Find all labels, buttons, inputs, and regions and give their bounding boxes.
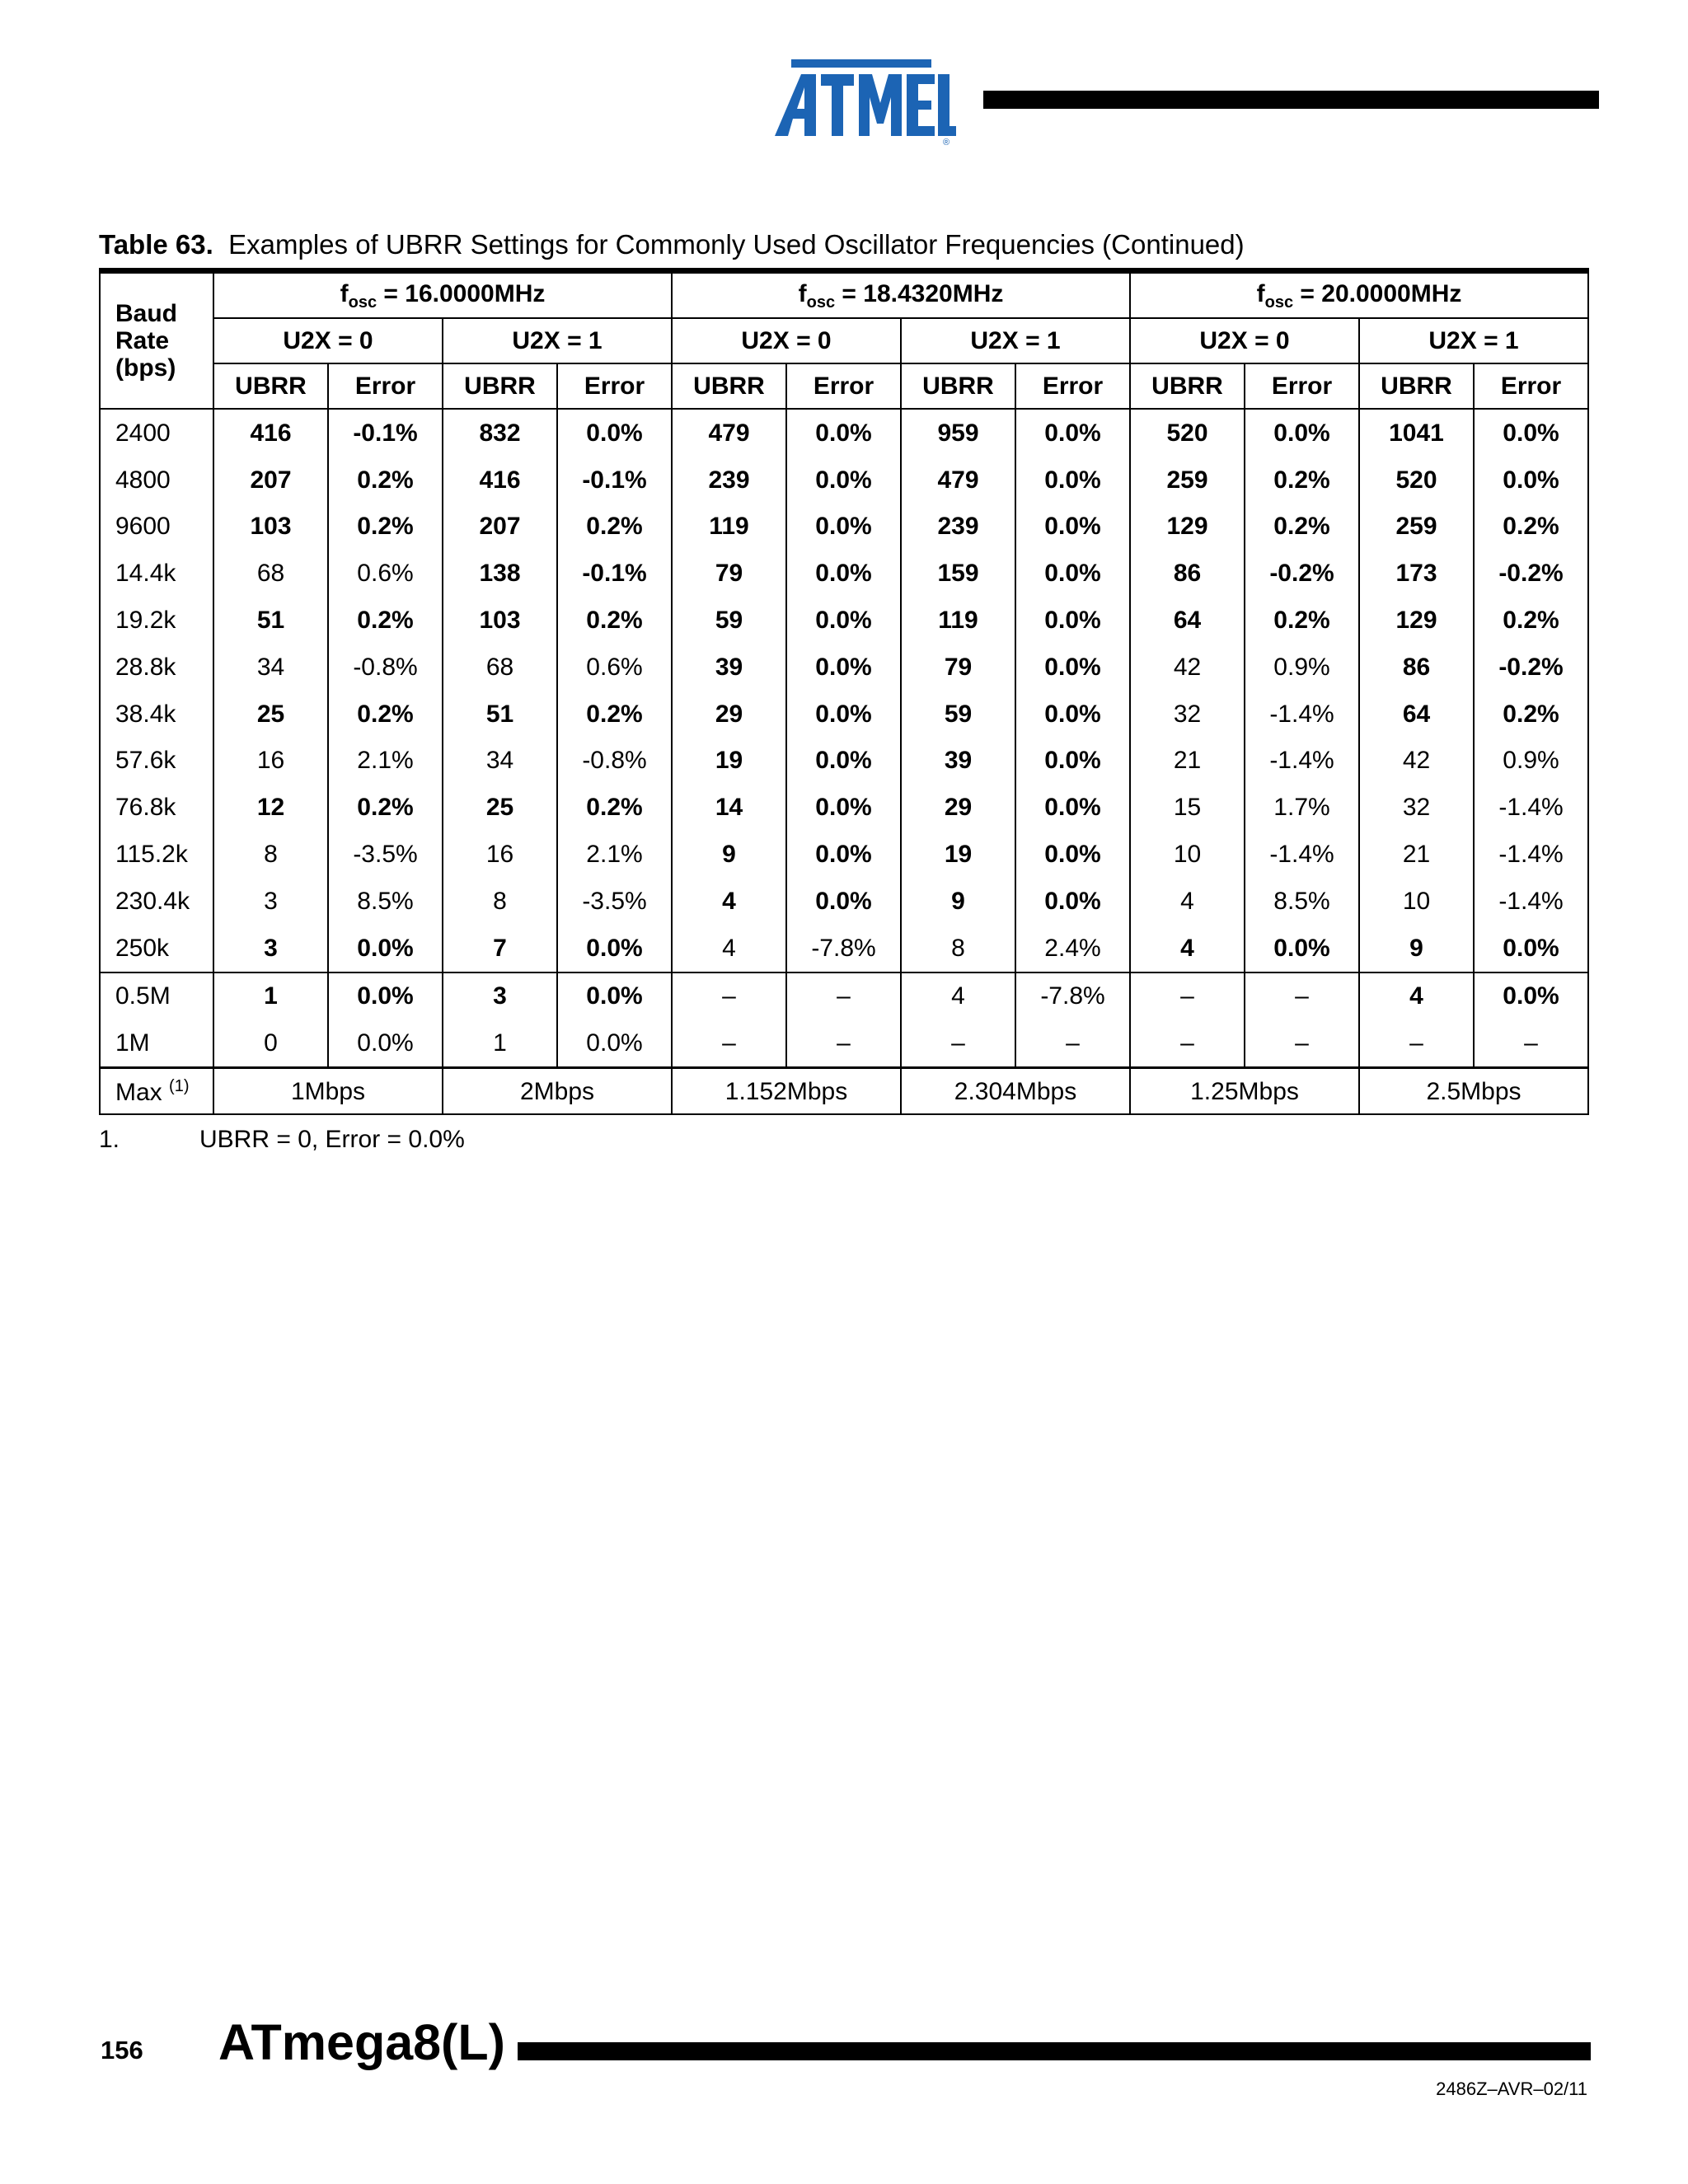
error-cell: 0.0% <box>786 831 901 878</box>
error-cell: 0.0% <box>1015 550 1130 597</box>
max-label: Max $^{(1)}$ <box>100 1068 213 1115</box>
footnote <box>99 1126 465 1154</box>
max-value: 1.25Mbps <box>1130 1068 1359 1115</box>
ubrr-cell: 416 <box>443 457 557 504</box>
ubrr-col-header: UBRR <box>213 363 328 409</box>
baud-rate-cell: 38.4k <box>100 691 213 738</box>
table-row <box>100 925 1588 972</box>
table-row <box>100 409 1588 457</box>
error-col-header: Error <box>328 363 443 409</box>
u2x-header: U2X = 1 <box>443 318 672 363</box>
error-cell: 0.0% <box>557 925 672 972</box>
ubrr-cell: 34 <box>443 738 557 785</box>
baud-rate-cell: 28.8k <box>100 644 213 691</box>
table-title: Examples of UBRR Settings for Commonly Used Oscillator Frequencies (Continued) <box>228 229 1245 260</box>
ubrr-cell: 520 <box>1359 457 1474 504</box>
error-cell: -1.4% <box>1474 878 1588 925</box>
ubrr-cell: 68 <box>213 550 328 597</box>
ubrr-cell: 79 <box>672 550 786 597</box>
baud-rate-cell: 1M <box>100 1019 213 1067</box>
error-cell: 0.0% <box>1015 597 1130 644</box>
max-value: 2.304Mbps <box>901 1068 1130 1115</box>
baud-rate-cell: 230.4k <box>100 878 213 925</box>
error-col-header: Error <box>557 363 672 409</box>
error-cell: 0.9% <box>1474 738 1588 785</box>
ubrr-cell: 79 <box>901 644 1015 691</box>
error-cell: -7.8% <box>786 925 901 972</box>
document-code: 2486Z–AVR–02/11 <box>1436 2079 1587 2099</box>
footnote-number: 1. <box>99 1126 120 1153</box>
ubrr-cell: 7 <box>443 925 557 972</box>
ubrr-cell: 59 <box>901 691 1015 738</box>
ubrr-cell: 42 <box>1130 644 1245 691</box>
error-cell: 0.0% <box>786 457 901 504</box>
u2x-header: U2X = 0 <box>213 318 443 363</box>
error-cell: 0.0% <box>786 550 901 597</box>
footer-rule <box>518 2042 1591 2060</box>
error-cell: 2.1% <box>557 831 672 878</box>
error-cell: -1.4% <box>1245 738 1359 785</box>
table-row <box>100 457 1588 504</box>
ubrr-cell: 51 <box>443 691 557 738</box>
ubrr-cell: – <box>672 1019 786 1067</box>
ubrr-cell: 0 <box>213 1019 328 1067</box>
ubrr-cell: 4 <box>1130 925 1245 972</box>
ubrr-cell: 59 <box>672 597 786 644</box>
error-cell: 0.0% <box>786 738 901 785</box>
baud-rows-standard <box>100 409 1588 972</box>
error-cell: 0.0% <box>328 925 443 972</box>
table-row <box>100 550 1588 597</box>
ubrr-cell: 12 <box>213 784 328 831</box>
ubrr-cell: 239 <box>672 457 786 504</box>
baud-rate-cell: 0.5M <box>100 972 213 1020</box>
baud-rate-cell: 57.6k <box>100 738 213 785</box>
ubrr-col-header: UBRR <box>1359 363 1474 409</box>
ubrr-cell: 173 <box>1359 550 1474 597</box>
ubrr-cell: 16 <box>213 738 328 785</box>
ubrr-cell: 479 <box>901 457 1015 504</box>
baud-rows-high <box>100 972 1588 1068</box>
error-cell: 0.2% <box>328 504 443 551</box>
error-cell: 0.0% <box>786 784 901 831</box>
u2x-header: U2X = 1 <box>901 318 1130 363</box>
ubrr-cell: 103 <box>443 597 557 644</box>
error-cell: 0.0% <box>786 504 901 551</box>
atmel-logo <box>775 58 956 147</box>
ubrr-cell: 479 <box>672 409 786 457</box>
ubrr-cell: 19 <box>672 738 786 785</box>
error-cell: 0.6% <box>328 550 443 597</box>
ubrr-cell: 39 <box>672 644 786 691</box>
error-cell: -0.2% <box>1474 644 1588 691</box>
table-row <box>100 644 1588 691</box>
max-value: 2.5Mbps <box>1359 1068 1588 1115</box>
error-cell: – <box>1015 1019 1130 1067</box>
ubrr-cell: 1041 <box>1359 409 1474 457</box>
baud-rate-cell: 14.4k <box>100 550 213 597</box>
error-cell: 0.0% <box>1015 878 1130 925</box>
error-cell: -1.4% <box>1245 691 1359 738</box>
ubrr-cell: 4 <box>672 925 786 972</box>
error-cell: – <box>1245 1019 1359 1067</box>
table-row <box>100 878 1588 925</box>
error-cell: 0.0% <box>1015 644 1130 691</box>
error-cell: 0.0% <box>1015 457 1130 504</box>
ubrr-cell: 42 <box>1359 738 1474 785</box>
error-cell: 0.2% <box>557 504 672 551</box>
table-row <box>100 504 1588 551</box>
error-cell: 0.0% <box>1015 831 1130 878</box>
error-cell: 0.0% <box>1474 925 1588 972</box>
ubrr-cell: 1 <box>213 972 328 1020</box>
registered-mark: ® <box>943 138 950 147</box>
error-cell: 1.7% <box>1245 784 1359 831</box>
ubrr-cell: 119 <box>672 504 786 551</box>
error-cell: 0.2% <box>1245 504 1359 551</box>
error-cell: – <box>786 1019 901 1067</box>
ubrr-cell: 14 <box>672 784 786 831</box>
error-cell: 0.0% <box>557 409 672 457</box>
baud-rate-cell: 115.2k <box>100 831 213 878</box>
error-col-header: Error <box>786 363 901 409</box>
table-row <box>100 1019 1588 1067</box>
ubrr-cell: 239 <box>901 504 1015 551</box>
u2x-header: U2X = 1 <box>1359 318 1588 363</box>
ubrr-cell: 4 <box>1359 972 1474 1020</box>
ubrr-cell: 10 <box>1130 831 1245 878</box>
ubrr-cell: 32 <box>1359 784 1474 831</box>
error-cell: 0.0% <box>786 691 901 738</box>
ubrr-cell: 16 <box>443 831 557 878</box>
baud-rate-cell: 4800 <box>100 457 213 504</box>
ubrr-cell: 129 <box>1130 504 1245 551</box>
error-cell: 0.0% <box>557 1019 672 1067</box>
ubrr-cell: 138 <box>443 550 557 597</box>
error-cell: -1.4% <box>1474 831 1588 878</box>
ubrr-cell: 8 <box>443 878 557 925</box>
ubrr-cell: 159 <box>901 550 1015 597</box>
table-number: Table 63. <box>99 229 213 260</box>
baud-rate-cell: 9600 <box>100 504 213 551</box>
ubrr-cell: 103 <box>213 504 328 551</box>
error-cell: 0.2% <box>557 691 672 738</box>
ubrr-cell: – <box>1130 1019 1245 1067</box>
ubrr-cell: – <box>672 972 786 1020</box>
error-cell: -3.5% <box>557 878 672 925</box>
error-cell: – <box>786 972 901 1020</box>
ubrr-cell: 9 <box>1359 925 1474 972</box>
error-cell: 0.2% <box>1245 597 1359 644</box>
ubrr-cell: 51 <box>213 597 328 644</box>
error-cell: -0.8% <box>328 644 443 691</box>
error-cell: -1.4% <box>1245 831 1359 878</box>
ubrr-col-header: UBRR <box>901 363 1015 409</box>
table-row <box>100 691 1588 738</box>
ubrr-cell: 10 <box>1359 878 1474 925</box>
ubrr-col-header: UBRR <box>1130 363 1245 409</box>
osc-header-18mhz: $f_{osc} = 18.4320MHz$ <box>672 271 1130 319</box>
ubrr-cell: 3 <box>213 878 328 925</box>
max-value: 2Mbps <box>443 1068 672 1115</box>
ubrr-cell: 207 <box>443 504 557 551</box>
error-cell: -1.4% <box>1474 784 1588 831</box>
error-cell: 0.2% <box>328 691 443 738</box>
ubrr-cell: 32 <box>1130 691 1245 738</box>
error-cell: 0.2% <box>328 457 443 504</box>
ubrr-cell: 4 <box>901 972 1015 1020</box>
error-col-header: Error <box>1245 363 1359 409</box>
table-row <box>100 784 1588 831</box>
ubrr-cell: 64 <box>1359 691 1474 738</box>
ubrr-cell: 86 <box>1359 644 1474 691</box>
table-row <box>100 597 1588 644</box>
u2x-header: U2X = 0 <box>1130 318 1359 363</box>
error-cell: – <box>1474 1019 1588 1067</box>
ubrr-cell: 34 <box>213 644 328 691</box>
ubrr-cell: 9 <box>901 878 1015 925</box>
error-cell: -0.2% <box>1245 550 1359 597</box>
error-cell: 0.0% <box>786 878 901 925</box>
error-cell: 8.5% <box>328 878 443 925</box>
ubrr-cell: 4 <box>672 878 786 925</box>
ubrr-cell: 129 <box>1359 597 1474 644</box>
ubrr-cell: 19 <box>901 831 1015 878</box>
error-cell: 0.2% <box>328 784 443 831</box>
error-cell: 0.0% <box>1015 784 1130 831</box>
ubrr-cell: 21 <box>1359 831 1474 878</box>
ubrr-col-header: UBRR <box>672 363 786 409</box>
ubrr-cell: 86 <box>1130 550 1245 597</box>
ubrr-cell: 8 <box>213 831 328 878</box>
ubrr-cell: 207 <box>213 457 328 504</box>
error-cell: 0.0% <box>1474 409 1588 457</box>
error-cell: 2.1% <box>328 738 443 785</box>
ubrr-cell: 25 <box>213 691 328 738</box>
ubrr-cell: 15 <box>1130 784 1245 831</box>
ubrr-cell: 416 <box>213 409 328 457</box>
error-cell: 0.2% <box>1474 504 1588 551</box>
ubrr-cell: 29 <box>672 691 786 738</box>
table-caption <box>99 229 1245 260</box>
max-value: 1Mbps <box>213 1068 443 1115</box>
ubrr-cell: 259 <box>1130 457 1245 504</box>
ubrr-cell: 68 <box>443 644 557 691</box>
header-rule <box>983 91 1599 109</box>
osc-header-20mhz: $f_{osc} = 20.0000MHz$ <box>1130 271 1588 319</box>
error-cell: -7.8% <box>1015 972 1130 1020</box>
ubrr-cell: 832 <box>443 409 557 457</box>
table-row <box>100 738 1588 785</box>
baud-rate-cell: 2400 <box>100 409 213 457</box>
error-cell: 0.2% <box>328 597 443 644</box>
error-cell: -0.8% <box>557 738 672 785</box>
ubrr-cell: 959 <box>901 409 1015 457</box>
error-cell: 0.0% <box>328 1019 443 1067</box>
baud-rate-header: Baud Rate (bps) <box>100 271 213 410</box>
error-cell: 0.0% <box>1015 691 1130 738</box>
ubrr-cell: – <box>1359 1019 1474 1067</box>
error-cell: 0.0% <box>1474 457 1588 504</box>
error-col-header: Error <box>1015 363 1130 409</box>
ubrr-cell: 119 <box>901 597 1015 644</box>
error-cell: 0.2% <box>557 784 672 831</box>
table-row <box>100 972 1588 1020</box>
ubrr-col-header: UBRR <box>443 363 557 409</box>
error-cell: -0.2% <box>1474 550 1588 597</box>
page-number: 156 <box>101 2036 143 2064</box>
error-cell: 0.0% <box>1015 409 1130 457</box>
baud-rate-cell: 76.8k <box>100 784 213 831</box>
max-value: 1.152Mbps <box>672 1068 901 1115</box>
error-cell: 0.0% <box>786 644 901 691</box>
error-col-header: Error <box>1474 363 1588 409</box>
error-cell: -0.1% <box>328 409 443 457</box>
footnote-ref: (1) <box>169 1076 190 1095</box>
error-cell: 0.6% <box>557 644 672 691</box>
error-cell: 0.0% <box>328 972 443 1020</box>
error-cell: 0.2% <box>1474 691 1588 738</box>
error-cell: – <box>1245 972 1359 1020</box>
error-cell: 0.2% <box>1474 597 1588 644</box>
ubrr-cell: 3 <box>443 972 557 1020</box>
baud-rate-cell: 250k <box>100 925 213 972</box>
max-row <box>100 1068 1588 1115</box>
error-cell: 0.0% <box>1245 925 1359 972</box>
footnote-text: UBRR = 0, Error = 0.0% <box>199 1126 465 1153</box>
ubrr-cell: 4 <box>1130 878 1245 925</box>
error-cell: 0.0% <box>1015 738 1130 785</box>
error-cell: -3.5% <box>328 831 443 878</box>
error-cell: 0.2% <box>557 597 672 644</box>
baud-rate-cell: 19.2k <box>100 597 213 644</box>
ubrr-cell: – <box>1130 972 1245 1020</box>
ubrr-cell: 39 <box>901 738 1015 785</box>
table-row <box>100 831 1588 878</box>
error-cell: 0.0% <box>1245 409 1359 457</box>
u2x-header: U2X = 0 <box>672 318 901 363</box>
osc-header-16mhz: $f_{osc} = 16.0000MHz$ <box>213 271 672 319</box>
ubrr-cell: 8 <box>901 925 1015 972</box>
ubrr-cell: 259 <box>1359 504 1474 551</box>
error-cell: 0.0% <box>1015 504 1130 551</box>
error-cell: -0.1% <box>557 457 672 504</box>
ubrr-cell: 21 <box>1130 738 1245 785</box>
max-row-group <box>100 1068 1588 1115</box>
ubrr-cell: 29 <box>901 784 1015 831</box>
ubrr-cell: 64 <box>1130 597 1245 644</box>
error-cell: 8.5% <box>1245 878 1359 925</box>
error-cell: 0.0% <box>786 409 901 457</box>
error-cell: 0.2% <box>1245 457 1359 504</box>
error-cell: -0.1% <box>557 550 672 597</box>
error-cell: 0.9% <box>1245 644 1359 691</box>
error-cell: 0.0% <box>1474 972 1588 1020</box>
error-cell: 0.0% <box>786 597 901 644</box>
error-cell: 2.4% <box>1015 925 1130 972</box>
ubrr-cell: 1 <box>443 1019 557 1067</box>
ubrr-table <box>99 268 1589 1115</box>
ubrr-cell: 25 <box>443 784 557 831</box>
ubrr-cell: 9 <box>672 831 786 878</box>
ubrr-cell: – <box>901 1019 1015 1067</box>
ubrr-cell: 3 <box>213 925 328 972</box>
ubrr-cell: 520 <box>1130 409 1245 457</box>
document-title: ATmega8(L) <box>218 2014 505 2070</box>
error-cell: 0.0% <box>557 972 672 1020</box>
